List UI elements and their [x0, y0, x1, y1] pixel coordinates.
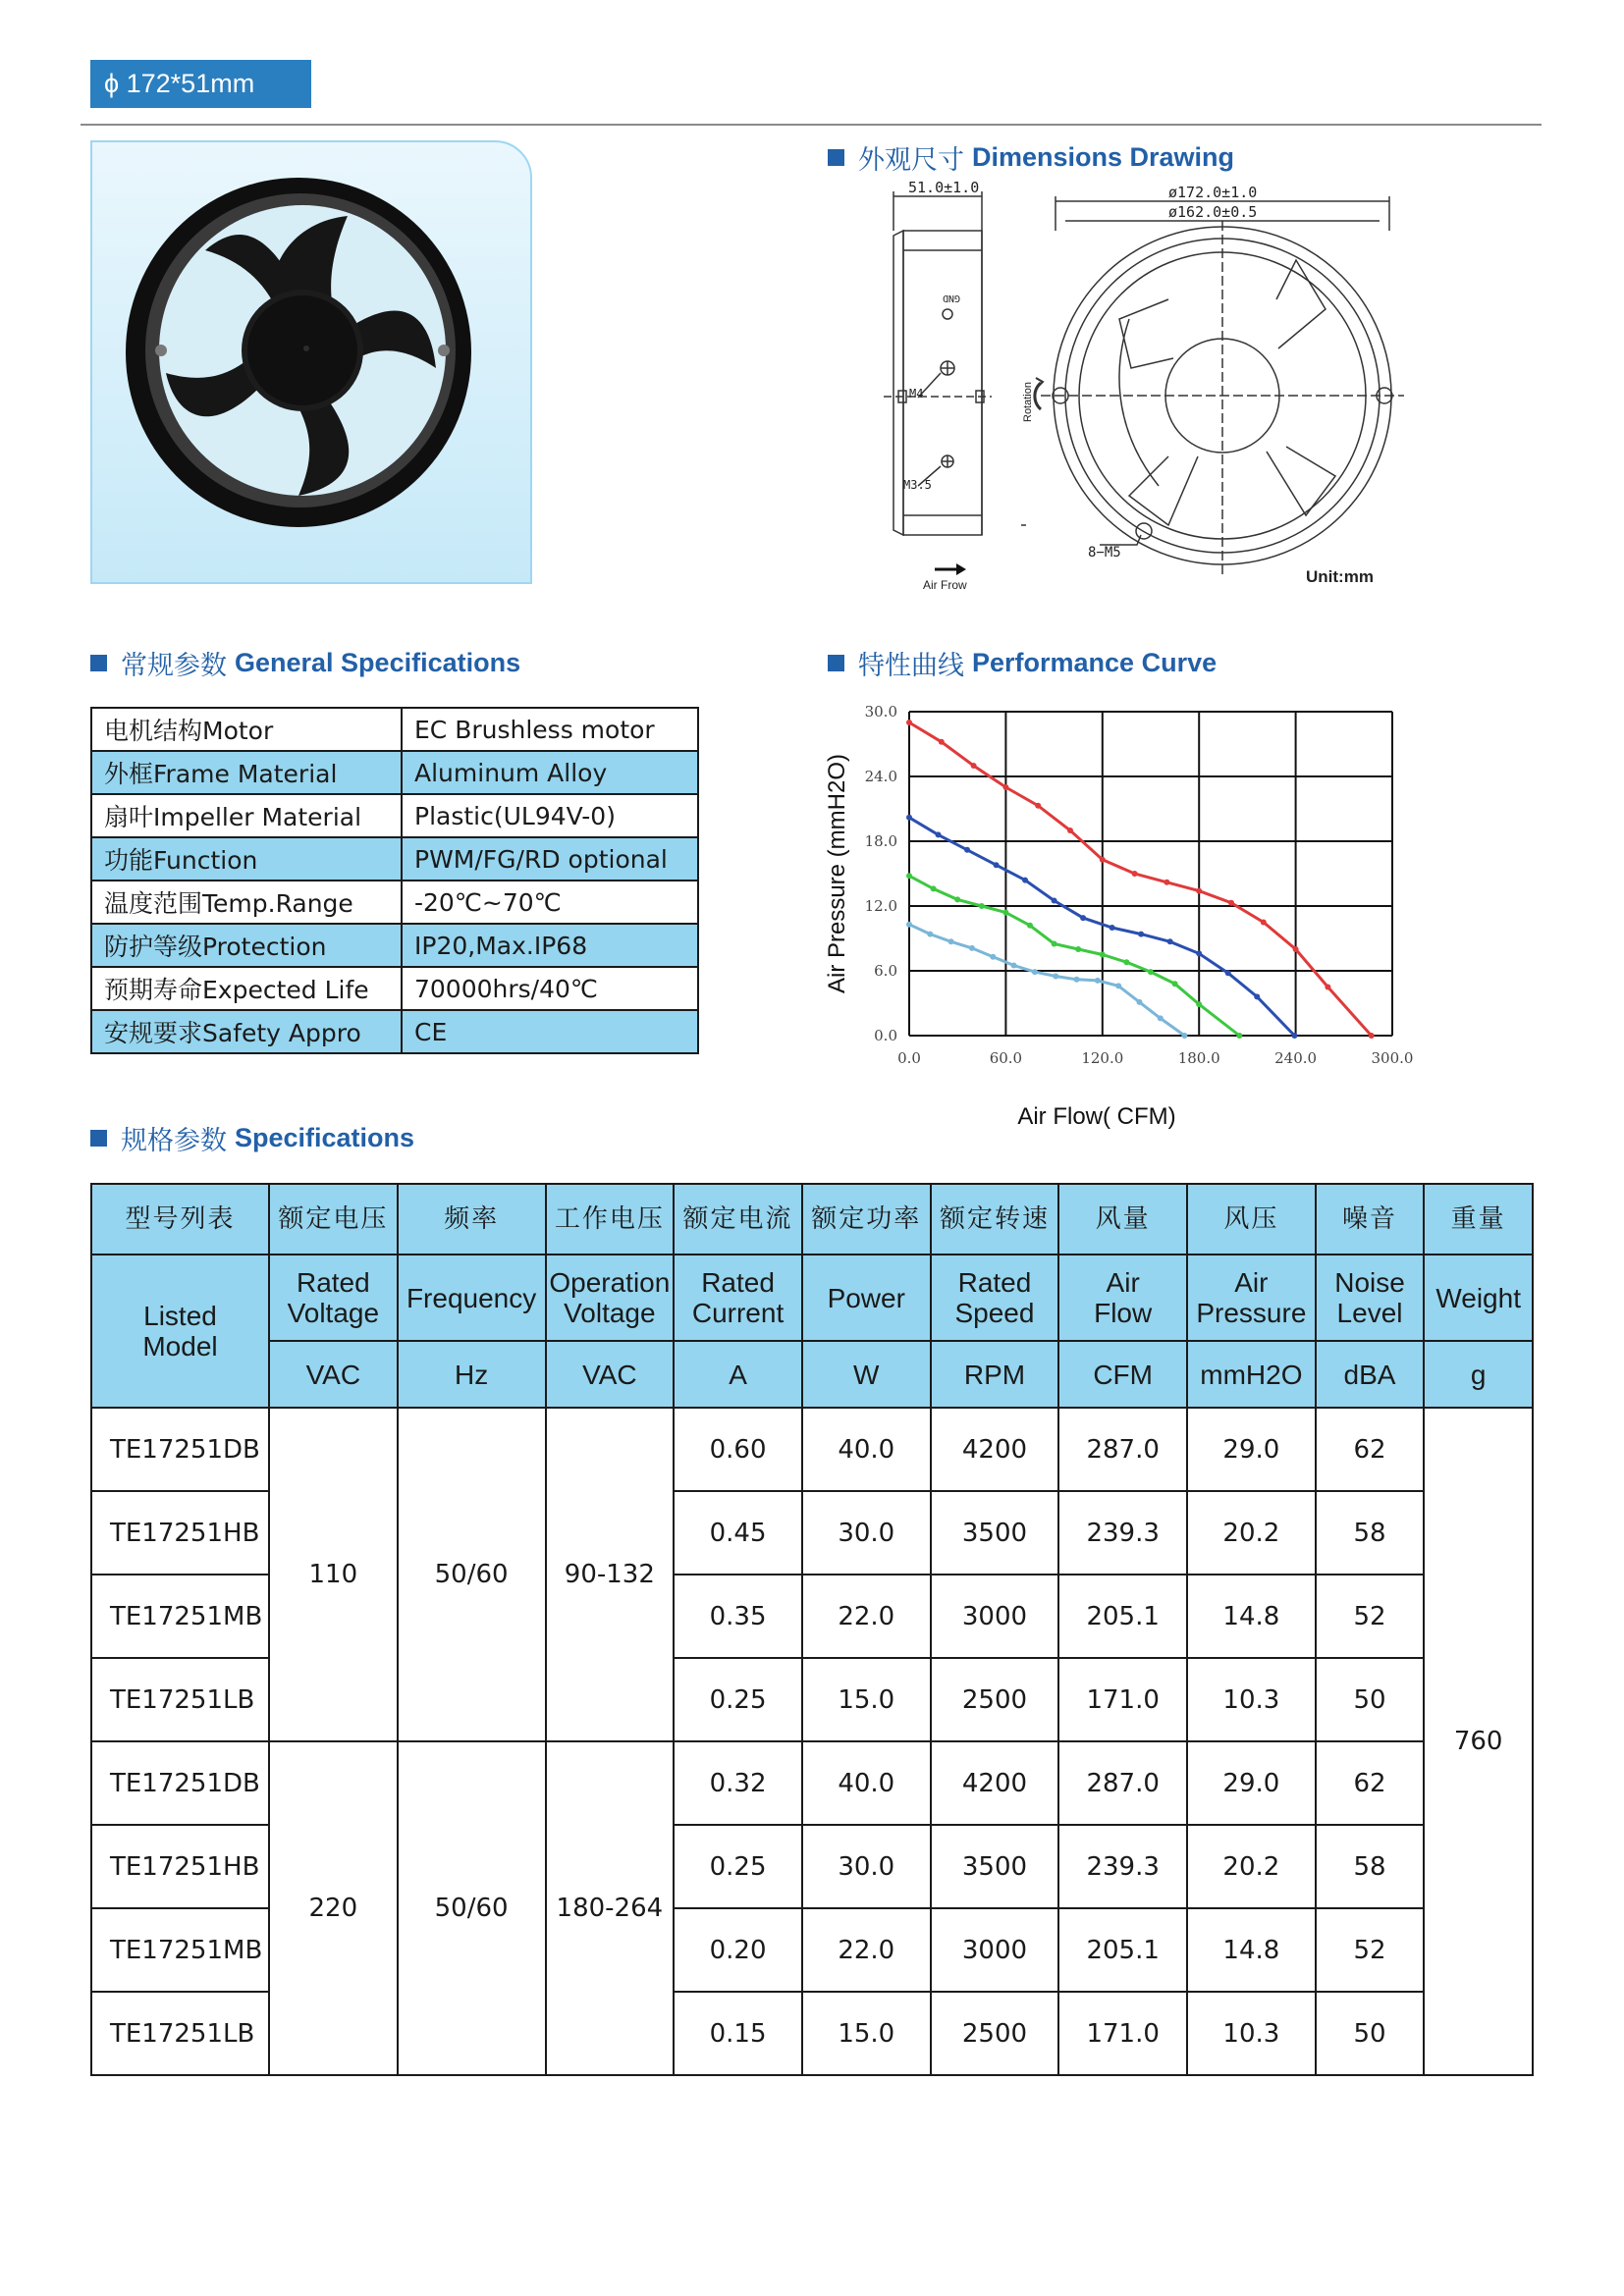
x-tick-label: 300.0 [1371, 1049, 1414, 1067]
drawing-gnd-label: GND [942, 293, 960, 303]
unit-cell: dBA [1316, 1341, 1425, 1408]
series-point [1196, 1001, 1202, 1007]
drawing-screws-label: 8−M5 [1088, 545, 1121, 561]
series-point [979, 903, 985, 909]
header-en-line: Voltage [287, 1298, 380, 1328]
series-point [1291, 1033, 1297, 1039]
header-en-line: Operation [549, 1267, 671, 1298]
section-bullet [90, 1130, 107, 1147]
unit-cell: A [674, 1341, 802, 1408]
current-cell: 0.25 [674, 1825, 802, 1908]
table-row [91, 1741, 1533, 1825]
current-cell: 0.60 [674, 1408, 802, 1491]
header-en-line: Rated [701, 1267, 775, 1298]
general-spec-row [91, 924, 698, 967]
flow-cell: 239.3 [1058, 1491, 1187, 1575]
section-title-en: Dimensions Drawing [972, 142, 1235, 172]
series-point [971, 763, 977, 769]
drawing-inner-dia-label: ø162.0±0.5 [1168, 203, 1258, 221]
airflow-arrow-icon [935, 563, 966, 575]
header-row-units [91, 1341, 1533, 1408]
header-en-cell [1316, 1255, 1425, 1341]
series-point [1115, 983, 1121, 988]
table-row [91, 1408, 1533, 1491]
spec-key: 功能Function [91, 837, 402, 881]
header-en-cell [1187, 1255, 1316, 1341]
drawing-unit-label: Unit:mm [1306, 567, 1374, 586]
header-cn-cell: 风压 [1187, 1184, 1316, 1255]
unit-cell: W [802, 1341, 931, 1408]
spec-value: Plastic(UL94V-0) [402, 794, 698, 837]
section-title-cn: 规格参数 [121, 1126, 227, 1155]
spec-value: CE [402, 1010, 698, 1053]
series-point [906, 720, 912, 725]
header-cn-cell: 频率 [398, 1184, 546, 1255]
speed-cell: 4200 [931, 1408, 1059, 1491]
current-cell: 0.35 [674, 1575, 802, 1658]
model-cell: TE17251DB [91, 1408, 269, 1491]
series-point [1167, 938, 1173, 944]
series-point [1053, 974, 1058, 980]
series-point [1293, 946, 1299, 952]
spec-value: -20℃~70℃ [402, 881, 698, 924]
header-en-line: Model [142, 1331, 218, 1362]
dimensions-heading [828, 138, 1234, 177]
noise-cell: 50 [1316, 1658, 1425, 1741]
drawing-m4-label: M4 [909, 387, 924, 400]
power-cell: 40.0 [802, 1741, 931, 1825]
series-point [994, 862, 1000, 868]
general-spec-row [91, 837, 698, 881]
section-title-cn: 特性曲线 [858, 651, 964, 680]
series-point [1369, 1033, 1375, 1039]
header-en-line: Air [1234, 1267, 1269, 1298]
drawing-rotation-label: Rotation [1022, 382, 1034, 422]
section-bullet [90, 655, 107, 671]
series-point [906, 873, 912, 879]
header-en-line: Level [1336, 1298, 1403, 1328]
speed-cell: 2500 [931, 1992, 1059, 2075]
pressure-cell: 10.3 [1187, 1658, 1316, 1741]
spec-value: Aluminum Alloy [402, 751, 698, 794]
speed-cell: 3500 [931, 1825, 1059, 1908]
flow-cell: 239.3 [1058, 1825, 1187, 1908]
header-en-line: Listed [143, 1301, 217, 1331]
spec-key: 安规要求Safety Appro [91, 1010, 402, 1053]
frequency-cell: 50/60 [398, 1408, 546, 1741]
series-point [1137, 999, 1143, 1005]
current-cell: 0.20 [674, 1908, 802, 1992]
noise-cell: 58 [1316, 1825, 1425, 1908]
header-en-line: Voltage [564, 1298, 656, 1328]
header-en-line: Speed [954, 1298, 1035, 1328]
section-title-en: Specifications [235, 1123, 415, 1152]
header-en-cell [802, 1255, 931, 1341]
pressure-cell: 20.2 [1187, 1491, 1316, 1575]
header-en-cell [931, 1255, 1059, 1341]
power-cell: 15.0 [802, 1658, 931, 1741]
section-title-cn: 常规参数 [121, 651, 227, 680]
header-en-line: Air [1106, 1267, 1140, 1298]
listed-model-header [91, 1255, 269, 1408]
header-en-line: Pressure [1196, 1298, 1307, 1328]
header-en-line: Frequency [406, 1282, 537, 1313]
power-cell: 15.0 [802, 1992, 931, 2075]
current-cell: 0.15 [674, 1992, 802, 2075]
series-point [906, 922, 912, 928]
series-point [1228, 900, 1234, 906]
operation-voltage-cell: 180-264 [546, 1741, 675, 2075]
header-cn-cell: 型号列表 [91, 1184, 269, 1255]
x-axis-label: Air Flow( CFM) [1017, 1103, 1176, 1130]
drawing-depth-label: 51.0±1.0 [908, 182, 980, 196]
series-point [964, 847, 970, 853]
pressure-cell: 10.3 [1187, 1992, 1316, 2075]
y-tick-label: 6.0 [874, 962, 897, 980]
series-point [1080, 915, 1086, 921]
general-spec-row [91, 708, 698, 751]
flow-cell: 205.1 [1058, 1575, 1187, 1658]
weight-cell: 760 [1424, 1408, 1533, 2075]
speed-cell: 3000 [931, 1575, 1059, 1658]
rated-voltage-cell: 220 [269, 1741, 398, 2075]
frequency-cell: 50/60 [398, 1741, 546, 2075]
header-en-line: Flow [1094, 1298, 1153, 1328]
unit-cell: VAC [546, 1341, 675, 1408]
section-title-cn: 外观尺寸 [858, 145, 964, 175]
series-point [1002, 910, 1008, 916]
section-bullet [828, 655, 844, 671]
series-point [1254, 993, 1260, 999]
series-point [1225, 970, 1231, 976]
header-cn-cell: 额定功率 [802, 1184, 931, 1255]
unit-cell: mmH2O [1187, 1341, 1316, 1408]
performance-heading [828, 644, 1217, 682]
header-cn-cell: 额定转速 [931, 1184, 1059, 1255]
power-cell: 30.0 [802, 1825, 931, 1908]
spec-value: IP20,Max.IP68 [402, 924, 698, 967]
header-en-cell [1424, 1255, 1533, 1341]
general-spec-row [91, 751, 698, 794]
pressure-cell: 20.2 [1187, 1825, 1316, 1908]
series-point [1095, 978, 1101, 984]
drawing-airflow-label: Air Frow [923, 578, 967, 592]
power-cell: 22.0 [802, 1575, 931, 1658]
product-photo [90, 140, 532, 584]
y-tick-label: 12.0 [864, 897, 897, 915]
power-cell: 22.0 [802, 1908, 931, 1992]
model-cell: TE17251DB [91, 1741, 269, 1825]
header-en-line: Rated [957, 1267, 1032, 1298]
noise-cell: 52 [1316, 1908, 1425, 1992]
model-cell: TE17251LB [91, 1658, 269, 1741]
unit-cell: VAC [269, 1341, 398, 1408]
current-cell: 0.32 [674, 1741, 802, 1825]
series-point [1067, 828, 1073, 833]
series-point [1138, 932, 1144, 937]
series-point [1123, 959, 1129, 965]
section-title-en: General Specifications [235, 648, 521, 677]
series-point [1002, 784, 1008, 790]
noise-cell: 52 [1316, 1575, 1425, 1658]
spec-key: 外框Frame Material [91, 751, 402, 794]
noise-cell: 62 [1316, 1408, 1425, 1491]
series-point [1158, 1015, 1164, 1021]
speed-cell: 3000 [931, 1908, 1059, 1992]
x-tick-label: 60.0 [989, 1049, 1023, 1067]
header-en-cell [546, 1255, 675, 1341]
series-point [1011, 963, 1017, 969]
header-en-cell [674, 1255, 802, 1341]
x-tick-label: 240.0 [1274, 1049, 1318, 1067]
speed-cell: 4200 [931, 1741, 1059, 1825]
noise-cell: 58 [1316, 1491, 1425, 1575]
series-point [954, 896, 960, 902]
flow-cell: 205.1 [1058, 1908, 1187, 1992]
flow-cell: 171.0 [1058, 1658, 1187, 1741]
spec-value: 70000hrs/40℃ [402, 967, 698, 1010]
series-point [1052, 941, 1057, 947]
series-point [1100, 857, 1106, 863]
header-divider [81, 124, 1542, 126]
x-tick-label: 180.0 [1177, 1049, 1220, 1067]
header-cn-cell: 重量 [1424, 1184, 1533, 1255]
general-spec-row [91, 881, 698, 924]
series-point [931, 885, 937, 891]
x-tick-label: 120.0 [1081, 1049, 1124, 1067]
header-cn-cell: 工作电压 [546, 1184, 675, 1255]
unit-cell: g [1424, 1341, 1533, 1408]
series-point [1035, 803, 1041, 809]
general-specs-heading [90, 644, 520, 682]
noise-cell: 50 [1316, 1992, 1425, 2075]
spec-key: 温度范围Temp.Range [91, 881, 402, 924]
general-specs-table [90, 707, 699, 1054]
model-cell: TE17251LB [91, 1992, 269, 2075]
drawing-outer-dia-label: ø172.0±1.0 [1168, 184, 1258, 201]
header-cn-cell: 额定电压 [269, 1184, 398, 1255]
size-tag: ϕ 172*51mm [90, 60, 311, 108]
specs-heading [90, 1119, 414, 1157]
series-point [1032, 969, 1038, 975]
performance-chart [815, 687, 1453, 1139]
flow-cell: 287.0 [1058, 1408, 1187, 1491]
series-point [948, 938, 954, 944]
header-cn-cell: 噪音 [1316, 1184, 1425, 1255]
series-point [1325, 985, 1330, 990]
dimensions-drawing [874, 182, 1404, 599]
power-cell: 30.0 [802, 1491, 931, 1575]
general-spec-row [91, 794, 698, 837]
series-point [1261, 920, 1267, 926]
series-point [1022, 878, 1028, 883]
model-cell: TE17251MB [91, 1908, 269, 1992]
drawing-m35-label: M3.5 [903, 478, 932, 492]
header-cn-cell: 风量 [1058, 1184, 1187, 1255]
spec-value: EC Brushless motor [402, 708, 698, 751]
series-point [1027, 923, 1033, 929]
rated-voltage-cell: 110 [269, 1408, 398, 1741]
series-point [1196, 888, 1202, 894]
pressure-cell: 29.0 [1187, 1408, 1316, 1491]
series-point [1110, 925, 1115, 931]
section-bullet [828, 149, 844, 166]
flow-cell: 287.0 [1058, 1741, 1187, 1825]
general-spec-row [91, 1010, 698, 1053]
series-point [1148, 969, 1154, 975]
spec-value: PWM/FG/RD optional [402, 837, 698, 881]
series-point [990, 954, 996, 960]
series-point [906, 815, 912, 821]
spec-key: 扇叶Impeller Material [91, 794, 402, 837]
series-point [1075, 946, 1081, 952]
y-tick-label: 18.0 [864, 832, 897, 850]
series-point [1236, 1033, 1242, 1039]
series-point [1074, 977, 1080, 983]
header-en-line: Weight [1435, 1282, 1521, 1313]
pressure-cell: 14.8 [1187, 1908, 1316, 1992]
series-line [909, 722, 1372, 1036]
header-row-cn [91, 1184, 1533, 1255]
series-point [1172, 981, 1178, 987]
series-point [1052, 898, 1057, 904]
pressure-cell: 14.8 [1187, 1575, 1316, 1658]
x-tick-label: 0.0 [897, 1049, 921, 1067]
fan-image [92, 142, 532, 584]
series-point [969, 945, 975, 951]
header-en-cell [1058, 1255, 1187, 1341]
header-en-line: Current [691, 1298, 785, 1328]
y-tick-label: 24.0 [864, 768, 897, 785]
y-axis-label: Air Pressure (mmH2O) [824, 753, 850, 994]
model-cell: TE17251HB [91, 1491, 269, 1575]
model-cell: TE17251MB [91, 1575, 269, 1658]
noise-cell: 62 [1316, 1741, 1425, 1825]
header-en-cell [269, 1255, 398, 1341]
series-point [939, 739, 945, 745]
spec-key: 防护等级Protection [91, 924, 402, 967]
section-title-en: Performance Curve [972, 648, 1218, 677]
header-row-en [91, 1255, 1533, 1341]
operation-voltage-cell: 90-132 [546, 1408, 675, 1741]
specifications-table [90, 1183, 1534, 2076]
header-en-line: Power [827, 1282, 905, 1313]
series-point [1181, 1033, 1187, 1039]
general-spec-row [91, 967, 698, 1010]
unit-cell: RPM [931, 1341, 1059, 1408]
spec-key: 预期寿命Expected Life [91, 967, 402, 1010]
current-cell: 0.45 [674, 1491, 802, 1575]
series-point [1100, 952, 1106, 958]
unit-cell: Hz [398, 1341, 546, 1408]
speed-cell: 2500 [931, 1658, 1059, 1741]
series-point [1164, 880, 1169, 885]
power-cell: 40.0 [802, 1408, 931, 1491]
header-en-line: Noise [1334, 1267, 1405, 1298]
spec-key: 电机结构Motor [91, 708, 402, 751]
header-en-line: Rated [296, 1267, 370, 1298]
y-tick-label: 0.0 [874, 1027, 897, 1044]
current-cell: 0.25 [674, 1658, 802, 1741]
y-tick-label: 30.0 [864, 703, 897, 721]
series-point [927, 932, 933, 937]
series-point [936, 831, 942, 837]
pressure-cell: 29.0 [1187, 1741, 1316, 1825]
speed-cell: 3500 [931, 1491, 1059, 1575]
series-point [1196, 950, 1202, 956]
model-cell: TE17251HB [91, 1825, 269, 1908]
header-cn-cell: 额定电流 [674, 1184, 802, 1255]
series-point [1132, 871, 1138, 877]
header-en-cell [398, 1255, 546, 1341]
unit-cell: CFM [1058, 1341, 1187, 1408]
flow-cell: 171.0 [1058, 1992, 1187, 2075]
